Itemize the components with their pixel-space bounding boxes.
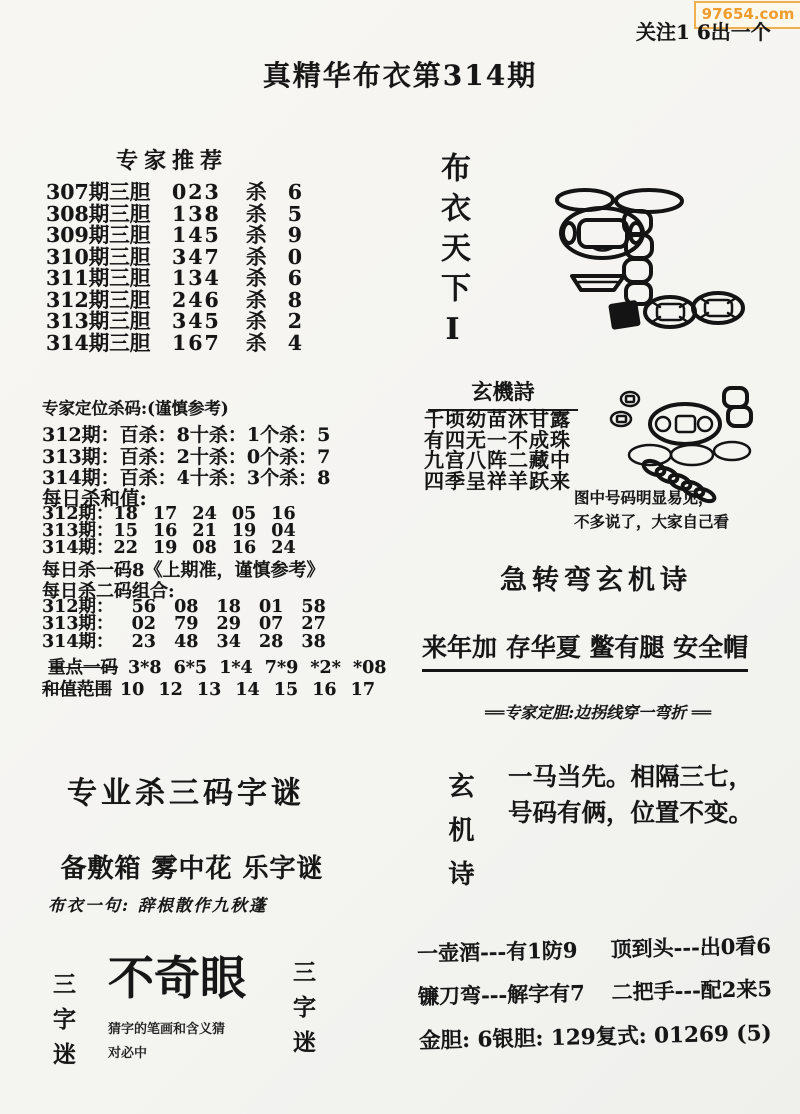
three-char-label-right: 三字迷 xyxy=(289,960,316,1065)
period-cell: 313期三胆 xyxy=(46,309,151,333)
sharp-turn-title: 急转弯玄机诗 xyxy=(500,565,692,596)
poem-line: 九宫八阵二藏中 xyxy=(424,448,571,472)
position-kill-heading: 专家定位杀码:(谨慎参考) xyxy=(42,399,229,418)
three-char-note-line2: 对必中 xyxy=(108,1046,148,1061)
three-char-answer: 不奇眼 xyxy=(108,951,246,1005)
kill-three-riddle-title: 专业杀三码字谜 xyxy=(67,776,305,811)
period-cell: 307期三胆 xyxy=(46,180,151,204)
period-cell: 312期三胆 xyxy=(46,287,151,312)
period-cell: 311期三胆 xyxy=(46,266,151,290)
daily-kill-one-line: 每日杀一码8《上期准，谨慎参考》 xyxy=(42,560,325,581)
daily-kill-two-row: 313期： 02 79 29 07 27 xyxy=(42,614,326,635)
buyi-sentence: 布衣一句: 辞根散作九秋蓬 xyxy=(48,896,268,915)
sharp-turn-clue-line: 来年加 存华夏 鳖有腿 安全帽 xyxy=(422,628,748,672)
period-cell: 314期三胆 xyxy=(46,330,151,355)
xuanji-poem-title: 玄機詩 xyxy=(428,376,578,411)
numbers-cell: 345 xyxy=(172,309,221,333)
numbers-cell: 347 xyxy=(172,244,221,269)
sum-range-line xyxy=(42,676,375,701)
clue-item: 顶到头---出0看6 xyxy=(610,932,772,962)
table-row xyxy=(46,244,302,269)
clue-item: 镰刀弯---解字有7 xyxy=(417,980,586,1010)
daily-kill-two-row: 312期： 56 08 18 01 58 xyxy=(42,597,326,617)
watermark-badge[interactable]: 97654.com xyxy=(694,1,800,29)
kill-label-cell: 杀 xyxy=(246,244,267,269)
kill-label-cell: 杀 xyxy=(246,309,267,333)
kill-label-cell: 杀 xyxy=(246,287,267,312)
buyi-tianxia-label: 布衣天下I xyxy=(435,152,470,357)
kill-digit-cell: 9 xyxy=(287,223,302,247)
kill-label-cell: 杀 xyxy=(246,266,267,290)
daily-kill-sum-row: 313期：15 16 21 19 04 xyxy=(42,521,296,542)
daily-kill-two-row: 314期： 23 48 34 28 38 xyxy=(42,631,326,652)
numbers-cell: 167 xyxy=(172,330,221,355)
table-row xyxy=(46,268,302,290)
bottom-right-clues xyxy=(417,930,774,1055)
daily-kill-sum-heading: 每日杀和值: xyxy=(42,487,147,510)
daily-kill-two-rows xyxy=(42,599,326,651)
kill-label-cell: 杀 xyxy=(246,223,267,247)
table-row xyxy=(46,201,302,226)
numbers-cell: 134 xyxy=(172,266,221,290)
three-char-label-left: 三字迷 xyxy=(49,972,76,1077)
period-cell: 308期三胆 xyxy=(46,201,151,226)
three-char-note-line1: 猜字的笔画和含义猜 xyxy=(108,1022,226,1037)
drawing-caption-line1: 图中号码明显易见， xyxy=(574,488,714,507)
table-row xyxy=(46,182,302,204)
period-cell: 309期三胆 xyxy=(46,223,151,247)
kill-digit-cell: 2 xyxy=(287,309,302,333)
poem-line: 四季呈祥羊跃来 xyxy=(424,468,571,493)
expert-recommend-table xyxy=(46,182,302,354)
position-kill-row: 312期：百杀：8十杀：1个杀：5 xyxy=(42,424,331,446)
position-kill-row: 313期：百杀：2十杀：0个杀：7 xyxy=(42,445,331,468)
table-row xyxy=(46,287,302,312)
numbers-cell: 246 xyxy=(172,287,221,312)
clue-item: 一壶酒---有1防9 xyxy=(416,937,578,967)
kill-digit-cell: 6 xyxy=(287,180,302,204)
poem-line: 千顷幼苗沐甘露 xyxy=(424,407,571,431)
kill-label-cell: 杀 xyxy=(246,201,267,226)
period-cell: 310期三胆 xyxy=(46,244,151,269)
table-row xyxy=(46,225,302,247)
kill-digit-cell: 5 xyxy=(287,201,302,226)
clue-row xyxy=(418,973,773,1011)
key-one-code-label: 重点一码 xyxy=(48,658,118,678)
gold-silver-dan-line: 金胆: 6银胆: 129复式: 01269 (5) xyxy=(418,1021,772,1055)
xuanji-poem-lines xyxy=(424,409,571,491)
table-row xyxy=(46,311,302,333)
position-kill-section xyxy=(42,395,330,490)
position-kill-row: 314期：百杀：4十杀：3个杀：8 xyxy=(42,467,331,489)
key-one-code-values: 3*8 6*5 1*4 7*9 *2* *08 xyxy=(128,658,387,678)
expert-recommend-heading: 专家推荐 xyxy=(115,148,228,174)
sum-range-values: 10 12 13 14 15 16 17 xyxy=(120,680,376,700)
xuanji2-side-label: 玄机诗 xyxy=(444,772,474,904)
clue-item: 二把手---配2来5 xyxy=(611,975,773,1005)
expert-dan-divider: ══专家定胆:边拐线穿一弯折 ══ xyxy=(484,703,711,722)
kill-digit-cell: 8 xyxy=(287,287,302,312)
kill-digit-cell: 0 xyxy=(287,244,302,269)
daily-kill-sum-rows xyxy=(42,506,296,558)
kill-label-cell: 杀 xyxy=(246,180,267,204)
numbers-cell: 145 xyxy=(172,223,221,247)
riddle-words: 备敷箱 雾中花 乐字谜 xyxy=(60,854,324,884)
poem-line: 有四无一不成珠 xyxy=(424,427,571,452)
xuanji2-line1: 一马当先。相隔三七， xyxy=(508,762,753,791)
daily-kill-sum-row: 312期：18 17 24 05 16 xyxy=(42,504,296,524)
page-title: 真精华布衣第314期 xyxy=(262,59,538,92)
sum-range-label: 和值范围 xyxy=(42,680,112,700)
kill-label-cell: 杀 xyxy=(246,330,267,355)
numbers-cell: 138 xyxy=(172,201,221,226)
kill-digit-cell: 6 xyxy=(287,266,302,290)
kill-digit-cell: 4 xyxy=(287,330,302,355)
clue-row xyxy=(417,930,772,968)
daily-kill-sum-row: 314期：22 19 08 16 24 xyxy=(42,538,296,559)
daily-kill-two-heading: 每日杀二码组合: xyxy=(42,581,175,602)
xuanji2-line2: 号码有俩，位置不变。 xyxy=(508,798,753,827)
table-row xyxy=(46,330,302,355)
top-right-note: 关注1 6出一个 xyxy=(636,20,771,44)
numbers-cell: 023 xyxy=(172,180,221,204)
drawing-caption-line2: 不多说了，大家自己看 xyxy=(574,512,730,531)
buyi-puzzle-drawing xyxy=(548,184,748,330)
